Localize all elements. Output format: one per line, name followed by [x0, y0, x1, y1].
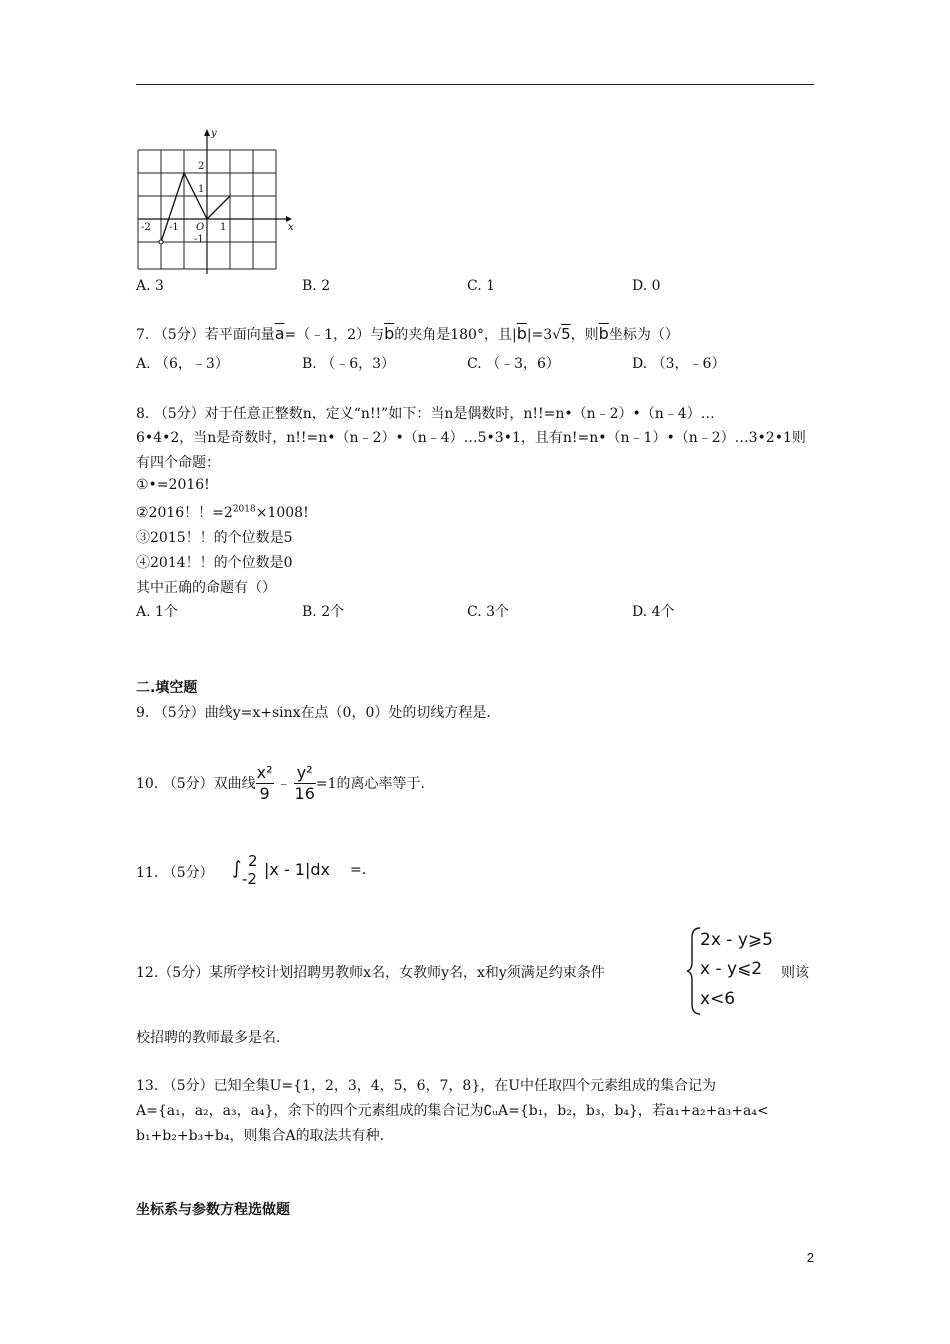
vector-b: $\overline{b}$ — [598, 324, 609, 343]
section-heading: 二.填空题 — [136, 680, 198, 696]
option-a: A. 3 — [136, 278, 164, 294]
q12-tail: 则该 — [781, 965, 809, 981]
vector-a: $\overline{a}$ — [274, 324, 285, 343]
q8-proposition-1: ①•=2016! — [136, 477, 210, 493]
axis-y-label: y — [211, 128, 217, 139]
fraction: $\frac{\text{x²}}{9}$ — [256, 762, 273, 803]
option-b: B. （﹣6，3） — [302, 356, 396, 372]
q8-proposition-3: ③2015！！的个位数是5 — [136, 530, 293, 546]
option-d: D. 4个 — [632, 604, 675, 620]
constraint-1: 2x - y⩾5 — [700, 930, 773, 950]
option-c: C. 3个 — [467, 604, 510, 620]
page-number: 2 — [806, 1250, 814, 1265]
q13-line2: A={a₁，a₂，a₃，a₄}，余下的四个元素组成的集合记为∁ᵤA={b₁，b₂，b₃，b₄}，若a₁+a₂+a₃+a₄< — [136, 1103, 769, 1119]
q8-line2: 6•4•2，当n是奇数时，n!!=n•（n﹣2）•（n﹣4）…5•3•1，且有n!=n•（n﹣1）•（n﹣2）…3•2•1则 — [136, 430, 806, 446]
integral-upper: 2 — [248, 852, 258, 870]
constraint-3: x<6 — [700, 989, 736, 1009]
header-rule — [136, 84, 814, 85]
integral-lower: -2 — [242, 870, 257, 888]
option-a: A. 1个 — [136, 604, 178, 620]
axis-x-label: x — [288, 222, 294, 233]
function-graph-figure — [136, 126, 298, 274]
q8-proposition-2: ②2016！！$=2^{2018}\times 1008$! — [136, 504, 309, 521]
fraction: $\frac{\text{y²}}{16}$ — [294, 762, 315, 803]
q9-text: 9. （5分）曲线y=x+sinx在点（0，0）处的切线方程是. — [136, 705, 491, 721]
tick-label: 2 — [198, 161, 205, 172]
q8-line1: 8. （5分）对于任意正整数n，定义“n!!”如下：当n是偶数时，n!!=n•（n﹣2）•（n﹣4）… — [136, 406, 715, 422]
option-b: B. 2 — [302, 278, 331, 294]
q13-line1: 13. （5分）已知全集U={1，2，3，4，5，6，7，8}，在U中任取四个元素组成的集合记为 — [136, 1078, 717, 1094]
section-heading: 坐标系与参数方程选做题 — [136, 1202, 290, 1218]
sqrt-symbol: √ — [552, 327, 562, 343]
q8-ask: 其中正确的命题有（） — [136, 580, 276, 596]
option-b: B. 2个 — [302, 604, 345, 620]
integral-sign: ∫ — [232, 858, 242, 879]
q8-proposition-4: ④2014！！的个位数是0 — [136, 555, 293, 571]
option-c: C. （﹣3，6） — [467, 356, 560, 372]
option-a: A. （6，﹣3） — [136, 356, 229, 372]
tick-label: 1 — [220, 222, 227, 233]
q13-line3: b₁+b₂+b₃+b₄，则集合A的取法共有种. — [136, 1128, 385, 1144]
q10-text: 10. （5分）双曲线 $\frac{\text{x²}}{9}$ ﹣ $\frac{\text{y²}}{16}$ =1的离心率等于. — [136, 762, 425, 803]
integrand: |x - 1|dx — [264, 860, 330, 879]
q7-text: 7. （5分）若平面向量$\overline{a}=(﹣1$，2）与$\overline{b}$的夹角是180°，且$|\overline{b}|=3√5$，则$\overline{b}$坐标为（） — [136, 324, 679, 343]
vector-b: $\overline{b}$ — [384, 324, 395, 343]
q8-options — [136, 601, 814, 621]
tick-label: O — [196, 222, 205, 233]
tick-label: -2 — [141, 222, 151, 233]
tick-label: 1 — [198, 184, 205, 195]
tick-label: -1 — [194, 234, 204, 245]
option-d: D. （3，﹣6） — [632, 356, 726, 372]
q7-options — [136, 353, 814, 373]
constraint-2: x - y⩽2 — [700, 959, 763, 979]
vector-b: $\overline{b}$ — [516, 324, 527, 343]
tick-label: -1 — [169, 222, 179, 233]
option-c: C. 1 — [467, 278, 496, 294]
q12-line2: 校招聘的教师最多是名. — [136, 1030, 281, 1046]
q6-options — [136, 278, 814, 298]
option-d: D. 0 — [632, 278, 661, 294]
q12-line1: 12.（5分）某所学校计划招聘男教师x名，女教师y名，x和y须满足约束条件 — [136, 965, 605, 981]
sqrt-radicand: 5 — [561, 325, 571, 343]
q8-line3: 有四个命题： — [136, 455, 220, 471]
